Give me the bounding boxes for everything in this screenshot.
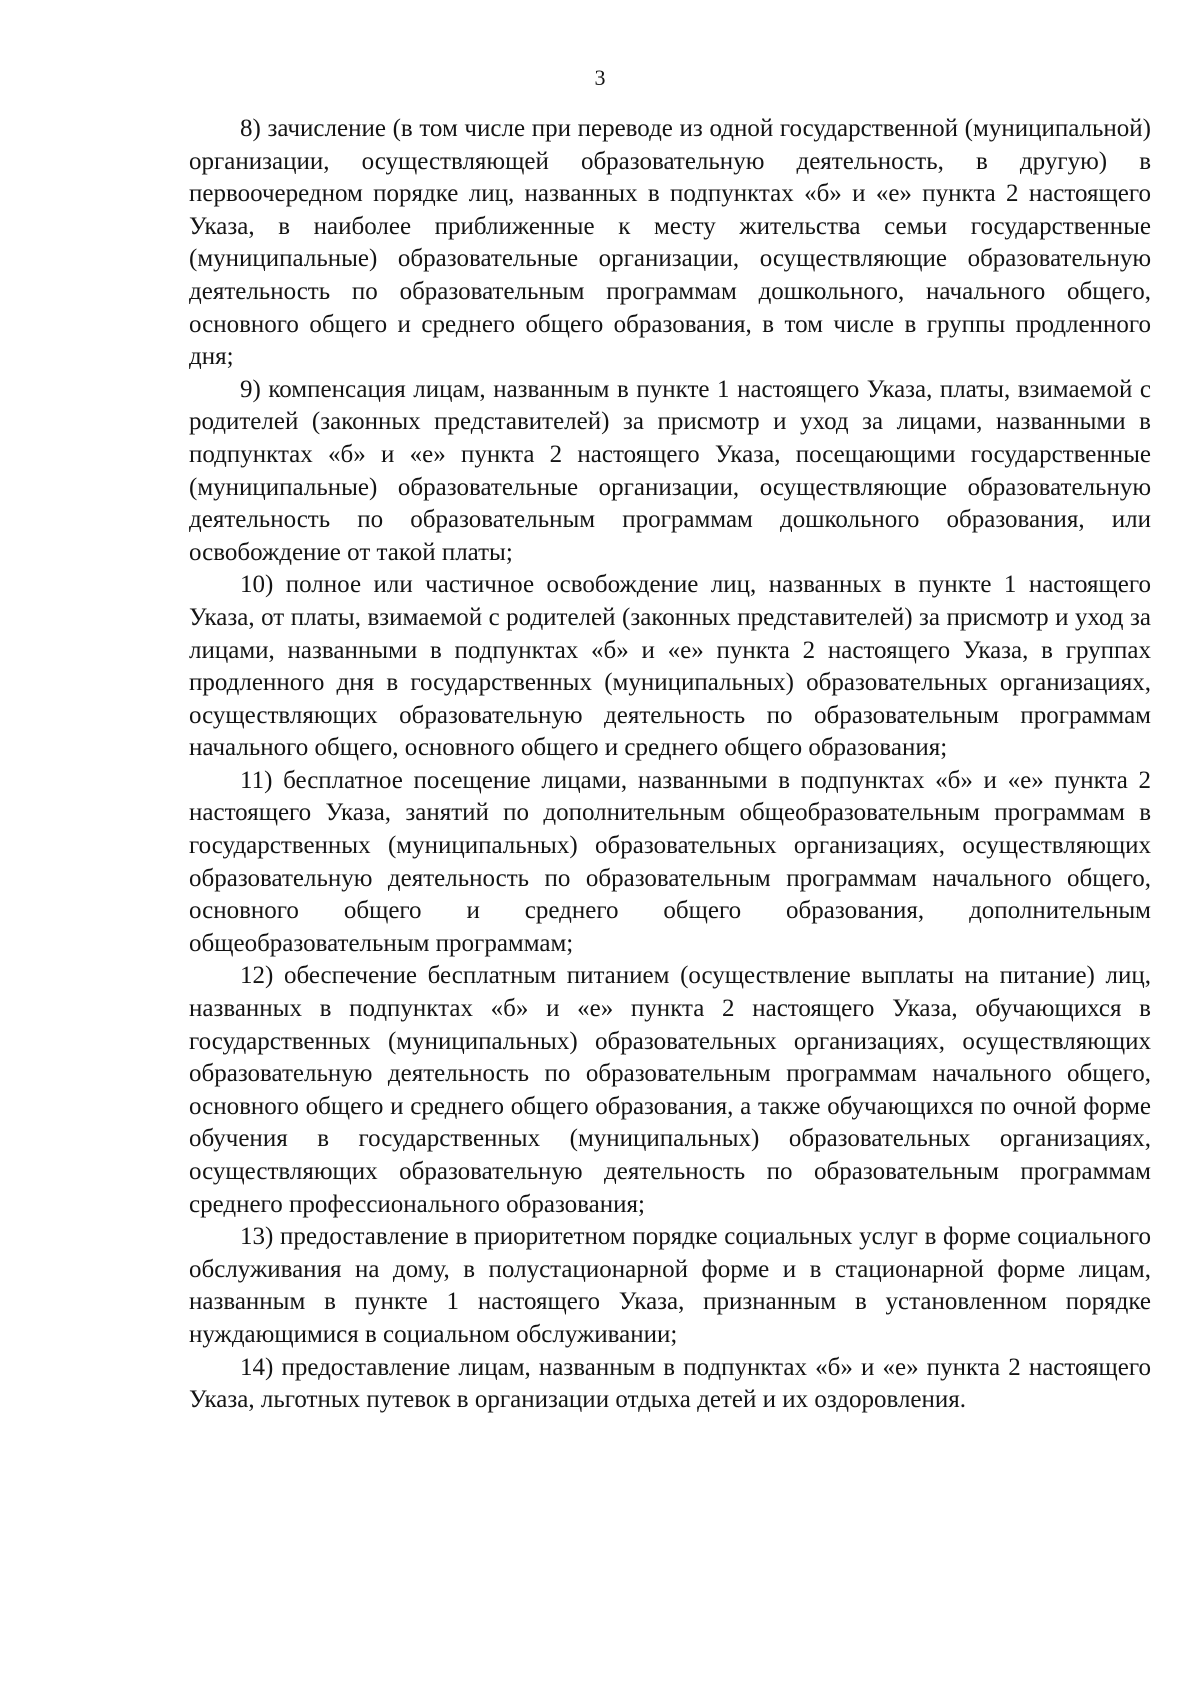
- paragraph-item-12: 12) обеспечение бесплатным питанием (осуществление выплаты на питание) лиц, названных в подпунктах «б» и «е» пункта 2 настоящего Указа, обучающихся в государственных (муниципальных) образовательных организациях, осуществляющих образовательную деятельность по образовательным программам начального общего, основного общего и среднего общего образования, а также обучающихся по очной форме обучения в государственных (муниципальных) образовательных организациях, осуществляющих образовательную деятельность по образовательным программам среднего профессионального образования;: [189, 962, 1151, 1218]
- page-number: 3: [594, 65, 606, 90]
- paragraph-item-13: 13) предоставление в приоритетном порядке социальных услуг в форме социального обслуживания на дому, в полустационарной форме и в стационарной форме лицам, названным в пункте 1 настоящего Указа, признанным в установленном порядке нуждающимися в социальном обслуживании;: [189, 1223, 1151, 1348]
- paragraph-item-11: 11) бесплатное посещение лицами, названными в подпунктах «б» и «е» пункта 2 настоящего Указа, занятий по дополнительным общеобразовательным программам в государственных (муниципальных) образовательных организациях, осуществляющих образовательную деятельность по образовательным программам начального общего, основного общего и среднего общего образования, дополнительным общеобразовательным программам;: [189, 766, 1151, 957]
- paragraph-item-14: 14) предоставление лицам, названным в подпунктах «б» и «е» пункта 2 настоящего Указа, льготных путевок в организации отдыха детей и их оздоровления.: [189, 1353, 1151, 1414]
- document-body: [189, 113, 1151, 1417]
- paragraph-item-9: 9) компенсация лицам, названным в пункте 1 настоящего Указа, платы, взимаемой с родителей (законных представителей) за присмотр и уход за лицами, названными в подпунктах «б» и «е» пункта 2 настоящего Указа, посещающими государственные (муниципальные) образовательные организации, осуществляющие образовательную деятельность по образовательным программам дошкольного образования, или освобождение от такой платы;: [189, 375, 1151, 566]
- paragraph-item-10: 10) полное или частичное освобождение лиц, названных в пункте 1 настоящего Указа, от платы, взимаемой с родителей (законных представителей) за присмотр и уход за лицами, названными в подпунктах «б» и «е» пункта 2 настоящего Указа, в группах продленного дня в государственных (муниципальных) образовательных организациях, осуществляющих образовательную деятельность по образовательным программам начального общего, основного общего и среднего общего образования;: [189, 571, 1151, 762]
- paragraph-item-8: 8) зачисление (в том числе при переводе из одной государственной (муниципальной) организации, осуществляющей образовательную деятельность, в другую) в первоочередном порядке лиц, названных в подпунктах «б» и «е» пункта 2 настоящего Указа, в наиболее приближенные к месту жительства семьи государственные (муниципальные) образовательные организации, осуществляющие образовательную деятельность по образовательным программам дошкольного, начального общего, основного общего и среднего общего образования, в том числе в группы продленного дня;: [189, 115, 1151, 371]
